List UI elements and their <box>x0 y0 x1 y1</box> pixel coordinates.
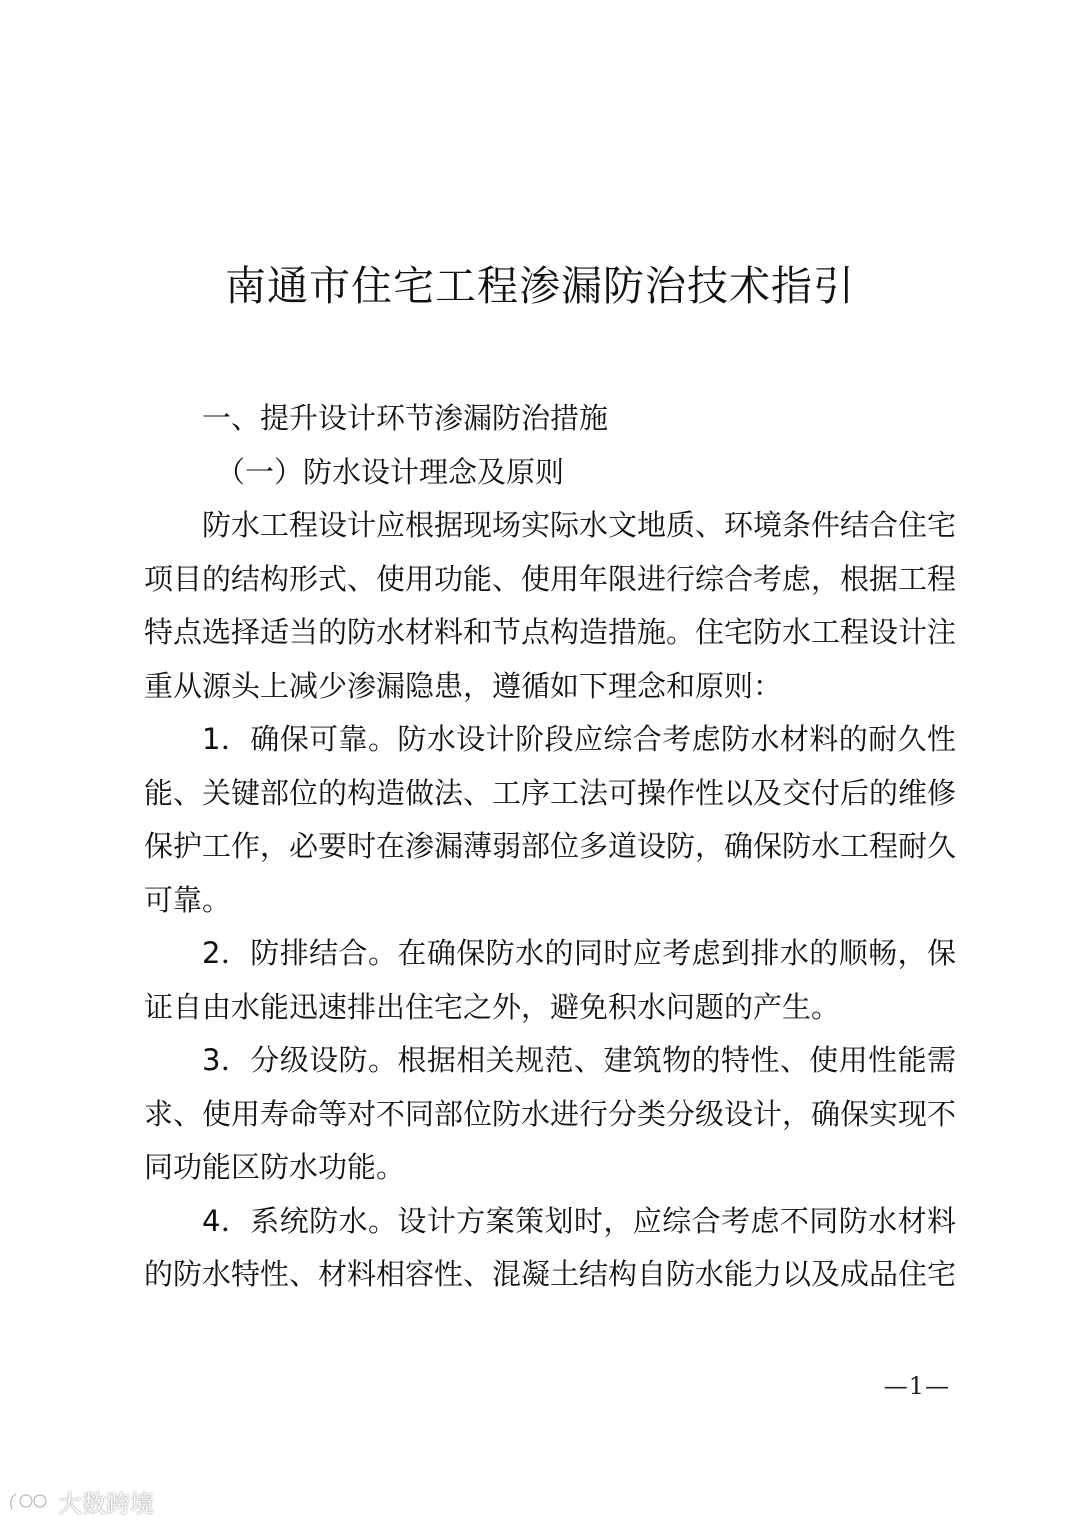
section-heading: 一、提升设计环节渗漏防治措施 <box>202 401 609 435</box>
document-body <box>144 392 956 1302</box>
paragraph-intro: 防水工程设计应根据现场实际水文地质、环境条件结合住宅项目的结构形式、使用功能、使用年限进行综合考虑，根据工程特点选择适当的防水材料和节点构造措施。住宅防水工程设计注重从源头上减少渗漏隐患，遵循如下理念和原则： <box>144 508 957 703</box>
paragraph-item-3: 3．分级设防。根据相关规范、建筑物的特性、使用性能需求、使用寿命等对不同部位防水进行分类分级设计，确保实现不同功能区防水功能。 <box>144 1043 957 1184</box>
paragraph-item-2: 2．防排结合。在确保防水的同时应考虑到排水的顺畅，保证自由水能迅速排出住宅之外，避免积水问题的产生。 <box>144 936 956 1024</box>
paragraph-item-4: 4．系统防水。设计方案策划时，应综合考虑不同防水材料的防水特性、材料相容性、混凝土结构自防水能力以及成品住宅 <box>144 1203 957 1291</box>
document-title: 南通市住宅工程渗漏防治技术指引 <box>225 262 855 310</box>
page-number: —1— <box>883 1372 950 1400</box>
subsection-heading: （一）防水设计理念及原则 <box>216 454 565 489</box>
paragraph-item-1: 1．确保可靠。防水设计阶段应综合考虑防水材料的耐久性能、关键部位的构造做法、工序工法可操作性以及交付后的维修保护工作，必要时在渗漏薄弱部位多道设防，确保防水工程耐久可靠。 <box>144 722 957 917</box>
watermark <box>6 1484 154 1519</box>
watermark-text: 大数跨境 <box>58 1490 154 1518</box>
brand-logo-icon <box>6 1487 52 1517</box>
